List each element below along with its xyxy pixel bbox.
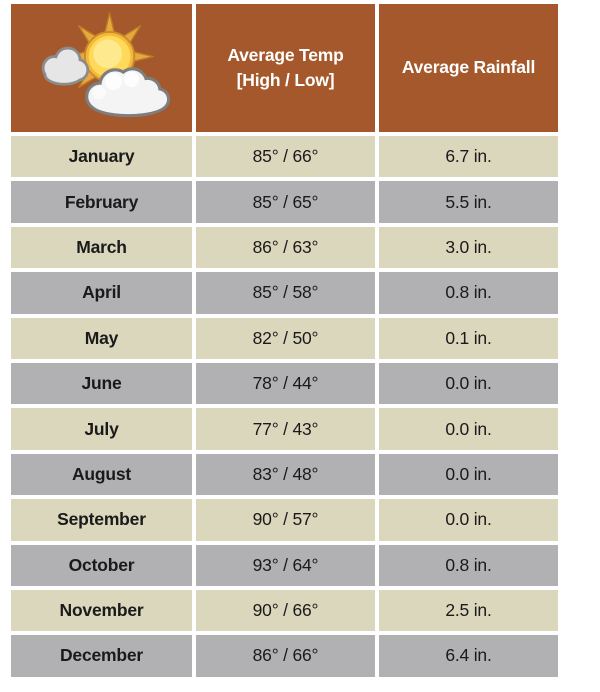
monthly-weather-table — [11, 4, 558, 677]
rain-cell-july: 0.0 in. — [379, 408, 558, 449]
temp-cell-october: 93° / 64° — [196, 545, 375, 586]
temp-cell-september: 90° / 57° — [196, 499, 375, 540]
header-icon-cell — [11, 4, 192, 132]
temp-cell-august: 83° / 48° — [196, 454, 375, 495]
month-cell-july: July — [11, 408, 192, 449]
temp-cell-june: 78° / 44° — [196, 363, 375, 404]
rain-cell-april: 0.8 in. — [379, 272, 558, 313]
rain-cell-august: 0.0 in. — [379, 454, 558, 495]
temp-cell-november: 90° / 66° — [196, 590, 375, 631]
month-cell-june: June — [11, 363, 192, 404]
header-temp — [196, 4, 375, 132]
header-rainfall: Average Rainfall — [379, 4, 558, 132]
temp-cell-july: 77° / 43° — [196, 408, 375, 449]
rain-cell-january: 6.7 in. — [379, 136, 558, 177]
rain-cell-march: 3.0 in. — [379, 227, 558, 268]
rain-cell-november: 2.5 in. — [379, 590, 558, 631]
month-cell-january: January — [11, 136, 192, 177]
month-cell-april: April — [11, 272, 192, 313]
month-cell-march: March — [11, 227, 192, 268]
month-cell-february: February — [11, 181, 192, 222]
month-cell-november: November — [11, 590, 192, 631]
month-cell-december: December — [11, 635, 192, 676]
header-temp-line1: Average Temp — [227, 44, 344, 65]
rain-cell-october: 0.8 in. — [379, 545, 558, 586]
temp-cell-december: 86° / 66° — [196, 635, 375, 676]
sun-behind-clouds-icon — [26, 11, 178, 125]
month-cell-may: May — [11, 318, 192, 359]
rain-cell-may: 0.1 in. — [379, 318, 558, 359]
rain-cell-september: 0.0 in. — [379, 499, 558, 540]
temp-cell-march: 86° / 63° — [196, 227, 375, 268]
temp-cell-february: 85° / 65° — [196, 181, 375, 222]
rain-cell-june: 0.0 in. — [379, 363, 558, 404]
month-cell-august: August — [11, 454, 192, 495]
rain-cell-february: 5.5 in. — [379, 181, 558, 222]
temp-cell-april: 85° / 58° — [196, 272, 375, 313]
month-cell-october: October — [11, 545, 192, 586]
temp-cell-january: 85° / 66° — [196, 136, 375, 177]
temp-cell-may: 82° / 50° — [196, 318, 375, 359]
header-temp-line2: [High / Low] — [236, 70, 335, 90]
rain-cell-december: 6.4 in. — [379, 635, 558, 676]
month-cell-september: September — [11, 499, 192, 540]
